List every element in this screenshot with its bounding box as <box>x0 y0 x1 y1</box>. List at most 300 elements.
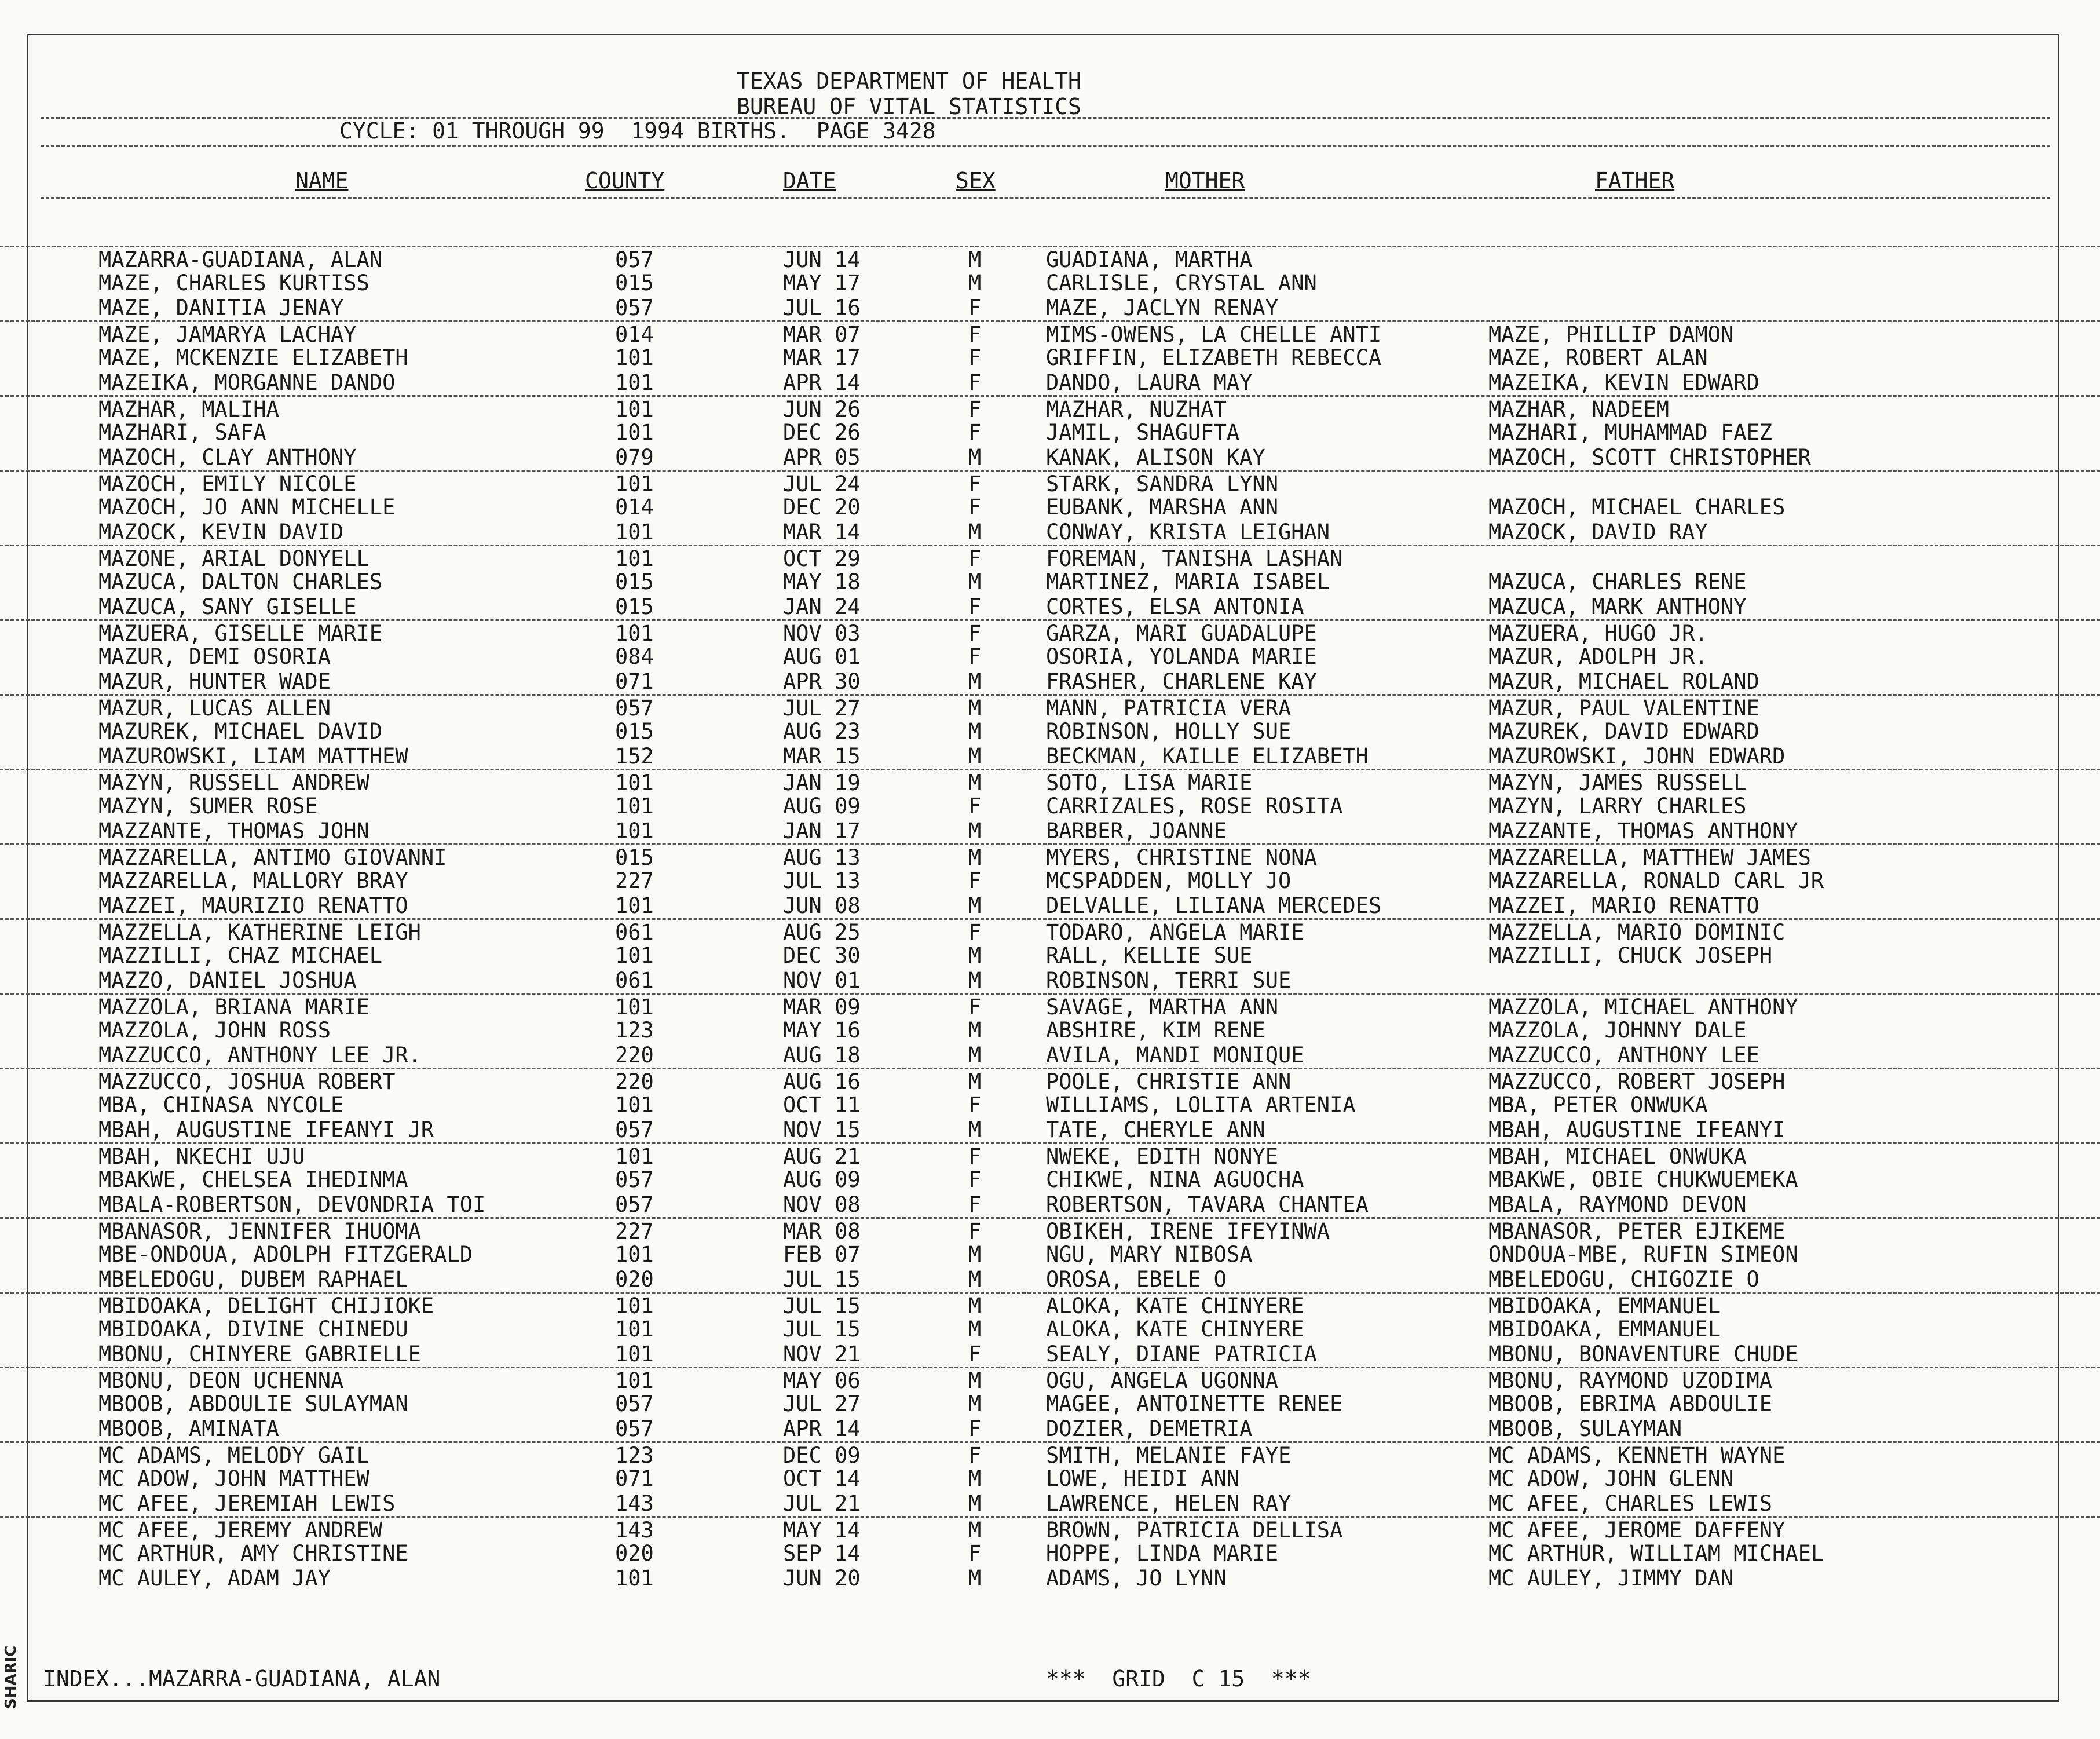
record-county: 020 <box>615 1267 654 1292</box>
table-row <box>0 594 2100 619</box>
record-mother: SMITH, MELANIE FAYE <box>1046 1443 1292 1468</box>
record-name: MAZZILLI, CHAZ MICHAEL <box>98 943 383 968</box>
index-value: MAZARRA-GUADIANA, ALAN <box>149 1666 441 1691</box>
record-father: MAZUCA, MARK ANTHONY <box>1488 594 1747 619</box>
record-date: JUL 15 <box>783 1317 861 1342</box>
record-name: MBA, CHINASA NYCOLE <box>98 1093 344 1117</box>
record-sex: F <box>968 794 982 819</box>
record-county: 101 <box>615 1368 654 1393</box>
record-name: MBAKWE, CHELSEA IHEDINMA <box>98 1167 408 1192</box>
record-father: MBOOB, EBRIMA ABDOULIE <box>1488 1391 1773 1416</box>
record-sex: F <box>968 495 982 520</box>
record-mother: ROBERTSON, TAVARA CHANTEA <box>1046 1192 1369 1217</box>
record-mother: DANDO, LAURA MAY <box>1046 370 1253 395</box>
record-name: MC AFEE, JEREMIAH LEWIS <box>98 1491 396 1516</box>
record-father: MAZZELLA, MARIO DOMINIC <box>1488 920 1786 945</box>
record-county: 015 <box>615 271 654 295</box>
record-mother: EUBANK, MARSHA ANN <box>1046 495 1278 520</box>
record-mother: SAVAGE, MARTHA ANN <box>1046 995 1278 1020</box>
record-mother: DELVALLE, LILIANA MERCEDES <box>1046 893 1382 918</box>
record-county: 101 <box>615 794 654 819</box>
record-name: MBIDOAKA, DELIGHT CHIJIOKE <box>98 1294 434 1318</box>
footer-grid: *** GRID C 15 *** <box>1046 1666 1311 1691</box>
record-father: MAZZARELLA, RONALD CARL JR <box>1488 868 1824 893</box>
record-sex: M <box>968 770 982 795</box>
column-mother: MOTHER <box>1165 168 1245 193</box>
record-date: JUL 21 <box>783 1491 861 1516</box>
record-name: MAZZARELLA, MALLORY BRAY <box>98 868 408 893</box>
table-row <box>0 968 2100 993</box>
record-date: AUG 18 <box>783 1043 861 1068</box>
record-date: MAR 07 <box>783 322 861 347</box>
table-row <box>0 1466 2100 1491</box>
index-label: INDEX... <box>43 1666 149 1691</box>
record-county: 057 <box>615 696 654 721</box>
record-sex: M <box>968 271 982 295</box>
record-name: MAZOCH, EMILY NICOLE <box>98 472 357 496</box>
record-sex: M <box>968 1491 982 1516</box>
record-name: MAZZANTE, THOMAS JOHN <box>98 819 369 843</box>
record-mother: LOWE, HEIDI ANN <box>1046 1466 1240 1491</box>
table-row <box>0 1192 2100 1217</box>
column-father: FATHER <box>1595 168 1675 193</box>
record-mother: POOLE, CHRISTIE ANN <box>1046 1069 1292 1094</box>
record-sex: M <box>968 819 982 843</box>
record-sex: M <box>968 696 982 721</box>
record-name: MAZUCA, DALTON CHARLES <box>98 569 383 594</box>
record-father: MAZYN, LARRY CHARLES <box>1488 794 1747 819</box>
record-father: MAZEIKA, KEVIN EDWARD <box>1488 370 1759 395</box>
record-date: AUG 16 <box>783 1069 861 1094</box>
table-row <box>0 495 2100 520</box>
record-date: NOV 21 <box>783 1342 861 1367</box>
table-row <box>0 370 2100 395</box>
record-father: MBAKWE, OBIE CHUKWUEMEKA <box>1488 1167 1798 1192</box>
record-father: MBONU, BONAVENTURE CHUDE <box>1488 1342 1798 1367</box>
record-mother: OROSA, EBELE O <box>1046 1267 1227 1292</box>
record-date: JUL 24 <box>783 472 861 496</box>
table-row <box>0 794 2100 819</box>
record-mother: SOTO, LISA MARIE <box>1046 770 1253 795</box>
record-name: MAZZELLA, KATHERINE LEIGH <box>98 920 421 945</box>
table-row <box>0 943 2100 968</box>
record-county: 015 <box>615 594 654 619</box>
record-county: 123 <box>615 1443 654 1468</box>
record-name: MAZZEI, MAURIZIO RENATTO <box>98 893 408 918</box>
record-county: 143 <box>615 1518 654 1543</box>
record-sex: M <box>968 1294 982 1318</box>
record-sex: F <box>968 1192 982 1217</box>
record-sex: F <box>968 644 982 669</box>
record-father: MBONU, RAYMOND UZODIMA <box>1488 1368 1773 1393</box>
table-row <box>0 569 2100 594</box>
record-mother: BECKMAN, KAILLE ELIZABETH <box>1046 744 1369 769</box>
record-county: 079 <box>615 445 654 470</box>
table-row <box>0 1317 2100 1342</box>
record-mother: SEALY, DIANE PATRICIA <box>1046 1342 1317 1367</box>
cycle-value: 01 THROUGH 99 <box>432 118 605 144</box>
table-row <box>0 1541 2100 1566</box>
record-county: 227 <box>615 1219 654 1244</box>
record-father: MAZZANTE, THOMAS ANTHONY <box>1488 819 1798 843</box>
record-sex: F <box>968 345 982 370</box>
record-sex: F <box>968 420 982 445</box>
record-mother: MAGEE, ANTOINETTE RENEE <box>1046 1391 1343 1416</box>
table-row <box>0 1242 2100 1267</box>
table-row <box>0 470 2100 495</box>
record-mother: CARRIZALES, ROSE ROSITA <box>1046 794 1343 819</box>
record-county: 014 <box>615 495 654 520</box>
table-row <box>0 1117 2100 1142</box>
record-father: MC ADOW, JOHN GLENN <box>1488 1466 1734 1491</box>
record-date: FEB 07 <box>783 1242 861 1267</box>
record-county: 015 <box>615 845 654 870</box>
record-name: MAZARRA-GUADIANA, ALAN <box>98 247 383 272</box>
record-date: NOV 08 <box>783 1192 861 1217</box>
record-name: MAZHAR, MALIHA <box>98 397 279 422</box>
record-date: APR 14 <box>783 1416 861 1441</box>
table-row <box>0 868 2100 893</box>
report-title: 1994 BIRTHS. <box>631 118 790 144</box>
record-mother: TATE, CHERYLE ANN <box>1046 1117 1265 1142</box>
record-name: MAZUR, DEMI OSORIA <box>98 644 331 669</box>
table-row <box>0 669 2100 694</box>
record-county: 061 <box>615 968 654 993</box>
record-sex: F <box>968 868 982 893</box>
record-name: MAZZOLA, JOHN ROSS <box>98 1018 331 1043</box>
record-date: OCT 11 <box>783 1093 861 1117</box>
record-name: MAZUCA, SANY GISELLE <box>98 594 357 619</box>
column-rule <box>41 197 2050 199</box>
record-county: 057 <box>615 1391 654 1416</box>
record-mother: CORTES, ELSA ANTONIA <box>1046 594 1304 619</box>
table-row <box>0 1292 2100 1317</box>
record-county: 101 <box>615 1317 654 1342</box>
table-row <box>0 1566 2100 1591</box>
record-father: MC AFEE, JEROME DAFFENY <box>1488 1518 1786 1543</box>
record-date: JUN 14 <box>783 247 861 272</box>
record-name: MAZZUCCO, JOSHUA ROBERT <box>98 1069 396 1094</box>
record-mother: STARK, SANDRA LYNN <box>1046 472 1278 496</box>
record-name: MC ADAMS, MELODY GAIL <box>98 1443 369 1468</box>
record-date: APR 05 <box>783 445 861 470</box>
record-date: JUN 26 <box>783 397 861 422</box>
record-date: DEC 26 <box>783 420 861 445</box>
table-row <box>0 246 2100 271</box>
record-date: AUG 13 <box>783 845 861 870</box>
table-row <box>0 271 2100 295</box>
table-row <box>0 993 2100 1018</box>
record-father: MAZUR, MICHAEL ROLAND <box>1488 669 1759 694</box>
record-date: MAR 14 <box>783 520 861 545</box>
record-county: 057 <box>615 295 654 320</box>
record-father: MAZHARI, MUHAMMAD FAEZ <box>1488 420 1773 445</box>
column-county: COUNTY <box>585 168 665 193</box>
record-father: MBIDOAKA, EMMANUEL <box>1488 1317 1721 1342</box>
record-mother: MARTINEZ, MARIA ISABEL <box>1046 569 1330 594</box>
table-row <box>0 744 2100 769</box>
record-sex: M <box>968 943 982 968</box>
record-father: MAZOCH, SCOTT CHRISTOPHER <box>1488 445 1811 470</box>
record-father: MAZUREK, DAVID EDWARD <box>1488 719 1759 744</box>
record-name: MAZZO, DANIEL JOSHUA <box>98 968 357 993</box>
record-county: 020 <box>615 1541 654 1566</box>
record-county: 101 <box>615 621 654 646</box>
record-mother: NWEKE, EDITH NONYE <box>1046 1144 1278 1169</box>
record-name: MAZHARI, SAFA <box>98 420 266 445</box>
column-name: NAME <box>295 168 349 193</box>
record-date: MAY 17 <box>783 271 861 295</box>
record-date: APR 30 <box>783 669 861 694</box>
record-name: MAZZARELLA, ANTIMO GIOVANNI <box>98 845 447 870</box>
record-sex: F <box>968 1541 982 1566</box>
record-date: NOV 03 <box>783 621 861 646</box>
record-name: MAZE, JAMARYA LACHAY <box>98 322 357 347</box>
record-father: MAZZUCCO, ROBERT JOSEPH <box>1488 1069 1786 1094</box>
record-date: SEP 14 <box>783 1541 861 1566</box>
record-name: MBAH, AUGUSTINE IFEANYI JR <box>98 1117 434 1142</box>
record-mother: ROBINSON, HOLLY SUE <box>1046 719 1292 744</box>
record-mother: GRIFFIN, ELIZABETH REBECCA <box>1046 345 1382 370</box>
record-mother: MCSPADDEN, MOLLY JO <box>1046 868 1292 893</box>
record-mother: KANAK, ALISON KAY <box>1046 445 1265 470</box>
record-mother: DOZIER, DEMETRIA <box>1046 1416 1253 1441</box>
record-name: MAZONE, ARIAL DONYELL <box>98 546 369 571</box>
record-county: 101 <box>615 995 654 1020</box>
table-row <box>0 893 2100 918</box>
record-name: MAZE, CHARLES KURTISS <box>98 271 369 295</box>
record-sex: F <box>968 397 982 422</box>
record-county: 101 <box>615 770 654 795</box>
record-date: NOV 15 <box>783 1117 861 1142</box>
record-name: MAZYN, RUSSELL ANDREW <box>98 770 369 795</box>
record-sex: F <box>968 995 982 1020</box>
record-county: 101 <box>615 472 654 496</box>
record-date: JUL 16 <box>783 295 861 320</box>
record-date: MAY 18 <box>783 569 861 594</box>
record-county: 015 <box>615 569 654 594</box>
record-father: MAZE, PHILLIP DAMON <box>1488 322 1734 347</box>
record-county: 015 <box>615 719 654 744</box>
record-date: MAR 15 <box>783 744 861 769</box>
record-mother: CONWAY, KRISTA LEIGHAN <box>1046 520 1330 545</box>
record-sex: M <box>968 1242 982 1267</box>
table-row <box>0 545 2100 569</box>
record-sex: M <box>968 569 982 594</box>
record-sex: F <box>968 1093 982 1117</box>
record-county: 057 <box>615 247 654 272</box>
record-sex: F <box>968 1443 982 1468</box>
record-sex: M <box>968 845 982 870</box>
record-date: JUL 27 <box>783 696 861 721</box>
page-label: PAGE <box>816 118 870 144</box>
record-sex: M <box>968 719 982 744</box>
record-mother: NGU, MARY NIBOSA <box>1046 1242 1253 1267</box>
record-name: MBAH, NKECHI UJU <box>98 1144 305 1169</box>
record-date: MAY 06 <box>783 1368 861 1393</box>
record-county: 057 <box>615 1192 654 1217</box>
header-cycle <box>339 119 936 143</box>
table-row <box>0 1018 2100 1043</box>
record-father: MBAH, MICHAEL ONWUKA <box>1488 1144 1747 1169</box>
record-name: MBELEDOGU, DUBEM RAPHAEL <box>98 1267 408 1292</box>
record-father: MBAH, AUGUSTINE IFEANYI <box>1488 1117 1786 1142</box>
table-row <box>0 1167 2100 1192</box>
table-row <box>0 295 2100 320</box>
record-date: OCT 29 <box>783 546 861 571</box>
table-row <box>0 843 2100 868</box>
record-sex: M <box>968 1391 982 1416</box>
record-name: MAZZOLA, BRIANA MARIE <box>98 995 369 1020</box>
table-row <box>0 1491 2100 1516</box>
record-name: MBANASOR, JENNIFER IHUOMA <box>98 1219 421 1244</box>
records-table <box>0 246 2100 1591</box>
record-county: 101 <box>615 345 654 370</box>
record-name: MC ADOW, JOHN MATTHEW <box>98 1466 369 1491</box>
record-mother: JAMIL, SHAGUFTA <box>1046 420 1240 445</box>
record-date: JAN 19 <box>783 770 861 795</box>
record-mother: AVILA, MANDI MONIQUE <box>1046 1043 1304 1068</box>
record-county: 014 <box>615 322 654 347</box>
record-sex: M <box>968 247 982 272</box>
record-mother: CARLISLE, CRYSTAL ANN <box>1046 271 1317 295</box>
record-date: JUN 08 <box>783 893 861 918</box>
record-father: MAZZARELLA, MATTHEW JAMES <box>1488 845 1811 870</box>
record-father: MAZUCA, CHARLES RENE <box>1488 569 1747 594</box>
record-county: 057 <box>615 1117 654 1142</box>
record-date: AUG 09 <box>783 794 861 819</box>
record-sex: M <box>968 1018 982 1043</box>
record-sex: M <box>968 520 982 545</box>
record-father: ONDOUA-MBE, RUFIN SIMEON <box>1488 1242 1798 1267</box>
record-county: 227 <box>615 868 654 893</box>
record-father: MAZZUCCO, ANTHONY LEE <box>1488 1043 1759 1068</box>
header-agency: TEXAS DEPARTMENT OF HEALTH <box>737 68 1081 94</box>
table-row <box>0 819 2100 843</box>
record-father: MAZHAR, NADEEM <box>1488 397 1669 422</box>
record-mother: WILLIAMS, LOLITA ARTENIA <box>1046 1093 1356 1117</box>
record-father: MBELEDOGU, CHIGOZIE O <box>1488 1267 1759 1292</box>
record-sex: F <box>968 472 982 496</box>
record-mother: MAZE, JACLYN RENAY <box>1046 295 1278 320</box>
record-county: 101 <box>615 1144 654 1169</box>
record-name: MAZUR, HUNTER WADE <box>98 669 331 694</box>
record-county: 101 <box>615 893 654 918</box>
record-county: 101 <box>615 1294 654 1318</box>
record-name: MAZEIKA, MORGANNE DANDO <box>98 370 396 395</box>
record-father: MC ARTHUR, WILLIAM MICHAEL <box>1488 1541 1824 1566</box>
table-row <box>0 395 2100 420</box>
record-date: OCT 14 <box>783 1466 861 1491</box>
record-sex: M <box>968 1117 982 1142</box>
record-sex: F <box>968 1144 982 1169</box>
record-mother: RALL, KELLIE SUE <box>1046 943 1253 968</box>
table-row <box>0 1342 2100 1367</box>
record-name: MBALA-ROBERTSON, DEVONDRIA TOI <box>98 1192 486 1217</box>
record-father: MAZUR, PAUL VALENTINE <box>1488 696 1759 721</box>
record-name: MAZUROWSKI, LIAM MATTHEW <box>98 744 408 769</box>
record-mother: GARZA, MARI GUADALUPE <box>1046 621 1317 646</box>
record-county: 220 <box>615 1043 654 1068</box>
record-mother: TODARO, ANGELA MARIE <box>1046 920 1304 945</box>
record-father: MAZE, ROBERT ALAN <box>1488 345 1708 370</box>
record-date: MAR 08 <box>783 1219 861 1244</box>
record-name: MAZUERA, GISELLE MARIE <box>98 621 383 646</box>
table-row <box>0 520 2100 545</box>
record-mother: OGU, ANGELA UGONNA <box>1046 1368 1278 1393</box>
table-row <box>0 1142 2100 1167</box>
record-date: AUG 01 <box>783 644 861 669</box>
record-county: 101 <box>615 819 654 843</box>
record-date: DEC 20 <box>783 495 861 520</box>
record-sex: M <box>968 968 982 993</box>
record-mother: LAWRENCE, HELEN RAY <box>1046 1491 1292 1516</box>
record-sex: M <box>968 744 982 769</box>
record-sex: F <box>968 295 982 320</box>
record-county: 101 <box>615 397 654 422</box>
record-date: MAR 17 <box>783 345 861 370</box>
record-sex: F <box>968 546 982 571</box>
record-father: MBANASOR, PETER EJIKEME <box>1488 1219 1786 1244</box>
record-date: JUL 15 <box>783 1294 861 1318</box>
record-sex: F <box>968 1167 982 1192</box>
record-sex: M <box>968 1069 982 1094</box>
side-mark: SHARIC <box>2 1645 20 1709</box>
footer-index <box>43 1667 440 1690</box>
record-name: MAZOCH, CLAY ANTHONY <box>98 445 357 470</box>
record-father: MBA, PETER ONWUKA <box>1488 1093 1708 1117</box>
record-name: MAZUREK, MICHAEL DAVID <box>98 719 383 744</box>
record-county: 101 <box>615 370 654 395</box>
record-county: 101 <box>615 1242 654 1267</box>
table-row <box>0 1043 2100 1068</box>
record-date: JUL 13 <box>783 868 861 893</box>
record-father: MAZUERA, HUGO JR. <box>1488 621 1708 646</box>
record-mother: CHIKWE, NINA AGUOCHA <box>1046 1167 1304 1192</box>
record-county: 101 <box>615 1566 654 1591</box>
table-row <box>0 1267 2100 1292</box>
record-mother: MIMS-OWENS, LA CHELLE ANTI <box>1046 322 1382 347</box>
record-father: MBALA, RAYMOND DEVON <box>1488 1192 1747 1217</box>
record-date: MAY 16 <box>783 1018 861 1043</box>
record-date: MAY 14 <box>783 1518 861 1543</box>
record-name: MAZE, MCKENZIE ELIZABETH <box>98 345 408 370</box>
table-row <box>0 1441 2100 1466</box>
record-date: JAN 17 <box>783 819 861 843</box>
record-name: MBONU, CHINYERE GABRIELLE <box>98 1342 421 1367</box>
record-name: MBE-ONDOUA, ADOLPH FITZGERALD <box>98 1242 473 1267</box>
table-row <box>0 420 2100 445</box>
record-name: MAZE, DANITIA JENAY <box>98 295 344 320</box>
record-father: MBOOB, SULAYMAN <box>1488 1416 1682 1441</box>
record-sex: M <box>968 1267 982 1292</box>
record-mother: ADAMS, JO LYNN <box>1046 1566 1227 1591</box>
record-date: JUL 15 <box>783 1267 861 1292</box>
record-sex: M <box>968 1466 982 1491</box>
record-county: 101 <box>615 943 654 968</box>
table-row <box>0 345 2100 370</box>
record-mother: MYERS, CHRISTINE NONA <box>1046 845 1317 870</box>
record-sex: M <box>968 1518 982 1543</box>
record-sex: M <box>968 445 982 470</box>
record-sex: F <box>968 920 982 945</box>
record-county: 071 <box>615 1466 654 1491</box>
record-county: 101 <box>615 1342 654 1367</box>
record-county: 057 <box>615 1167 654 1192</box>
column-sex: SEX <box>956 168 996 193</box>
record-county: 143 <box>615 1491 654 1516</box>
record-name: MC AULEY, ADAM JAY <box>98 1566 331 1591</box>
